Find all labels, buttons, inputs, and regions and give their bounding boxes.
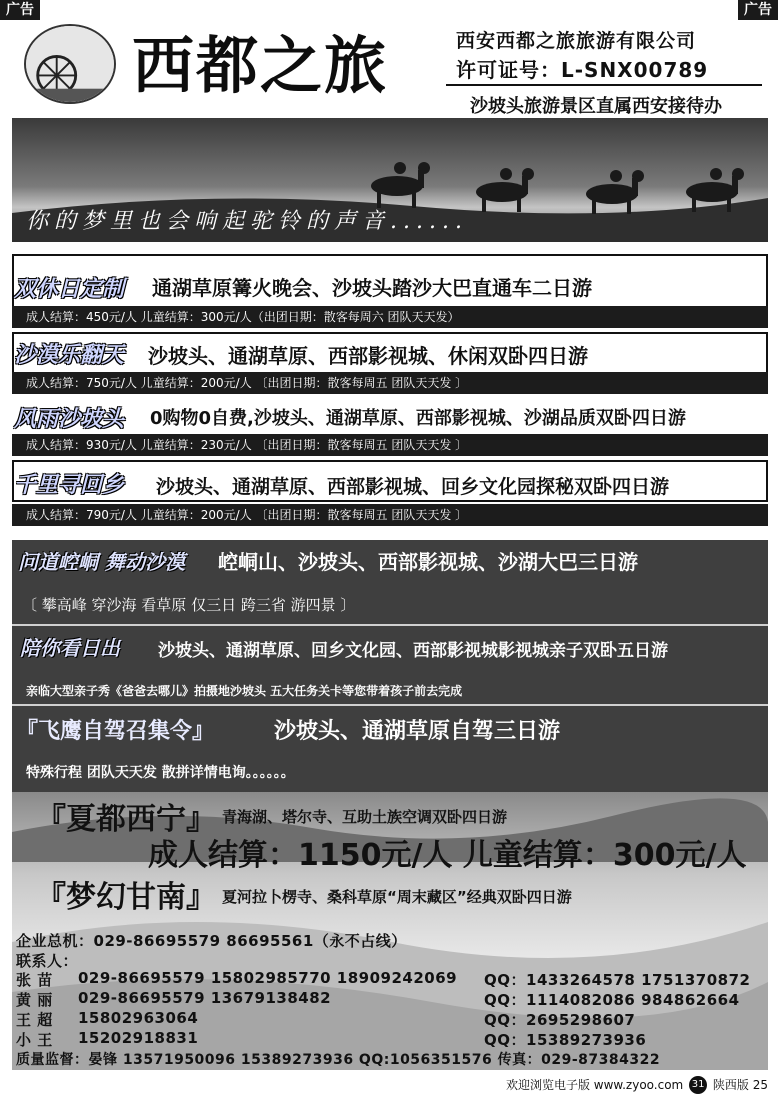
sunrise-desc: 沙坡头、通湖草原、回乡文化园、西部影视城影视城亲子双卧五日游: [158, 641, 668, 661]
route-2-title: 沙漠乐翻天: [14, 343, 125, 368]
company-name: 西安西都之旅旅游有限公司: [456, 30, 697, 52]
header-divider: [446, 84, 762, 86]
gannan-title: 『梦幻甘南』: [36, 880, 216, 915]
gannan-desc: 夏河拉卜楞寺、桑科草原“周末藏区”经典双卧四日游: [222, 888, 572, 906]
joint-price: 成人结算：1150元/人 儿童结算：300元/人: [148, 838, 747, 873]
ad-label-right: 广告: [738, 0, 778, 20]
contact-qq: QQ：2695298607: [484, 1011, 636, 1029]
self-drive-desc: 沙坡头、通湖草原自驾三日游: [274, 719, 561, 744]
camel-banner: [12, 118, 768, 242]
office-note: 沙坡头旅游景区直属西安接待办: [470, 96, 722, 117]
page-footer: [506, 1076, 768, 1095]
contact-qq: QQ：1114082086 984862664: [484, 991, 740, 1009]
contact-name: 黄 丽: [16, 991, 53, 1009]
kongtong-title: 问道崆峒 舞动沙漠: [18, 550, 185, 574]
contact-qq: QQ：15389273936: [484, 1031, 647, 1049]
contact-name: 张 苗: [16, 971, 53, 989]
contact-name: 王 超: [16, 1011, 53, 1029]
contact-phones: 15802963064: [78, 1009, 199, 1027]
sunrise-note: 亲临大型亲子秀《爸爸去哪儿》拍摄地沙坡头 五大任务关卡等您带着孩子前去完成: [26, 684, 463, 698]
route-4-desc: 沙坡头、通湖草原、西部影视城、回乡文化园探秘双卧四日游: [156, 476, 670, 498]
ad-label-left: 广告: [0, 0, 40, 20]
route-2-price: 成人结算：750元/人 儿童结算：200元/人 〔出团日期：散客每周五 团队天天发 〕: [12, 372, 768, 394]
featured-routes: [12, 540, 768, 792]
divider: [12, 704, 768, 706]
self-drive-title: 『飞鹰自驾召集令』: [16, 719, 215, 744]
contact-phones: 029-86695579 13679138482: [78, 989, 332, 1007]
route-3-title: 风雨沙坡头: [14, 407, 125, 432]
self-drive-note: 特殊行程 团队天天发 散拼详情电询。。。。。。: [26, 765, 295, 781]
footer-text: 欢迎浏览电子版 www.zyoo.com: [505, 1077, 684, 1092]
sunrise-title: 陪你看日出: [20, 636, 120, 660]
route-3-desc: 0购物0自费,沙坡头、通湖草原、西部影视城、沙湖品质双卧四日游: [150, 408, 686, 429]
route-1-title: 双休日定制: [14, 277, 125, 302]
brand-logo: [24, 24, 116, 104]
route-4-title: 千里寻回乡: [14, 473, 125, 498]
banner-slogan: 你的梦里也会响起驼铃的声音......: [26, 209, 468, 234]
desert-block: [12, 792, 768, 1070]
xining-desc: 青海湖、塔尔寺、互助土族空调双卧四日游: [222, 808, 508, 826]
route-4-price: 成人结算：790元/人 儿童结算：200元/人 〔出团日期：散客每周五 团队天天发 〕: [12, 504, 768, 526]
divider: [12, 624, 768, 626]
kongtong-note: 〔 攀高峰 穿沙海 看草原 仅三日 跨三省 游四景 〕: [22, 596, 356, 614]
general-phone: 企业总机：029-86695579 86695561（永不占线）: [16, 932, 407, 950]
contact-name: 小 王: [16, 1031, 53, 1049]
route-3-price: 成人结算：930元/人 儿童结算：230元/人 〔出团日期：散客每周五 团队天天发 〕: [12, 434, 768, 456]
footer-edition: 陕西版 25: [712, 1077, 768, 1092]
waterwheel-logo-icon: [26, 26, 114, 102]
page-badge: 31: [689, 1076, 707, 1094]
contact-phones: 029-86695579 15802985770 18909242069: [78, 969, 458, 987]
kongtong-desc: 崆峒山、沙坡头、西部影视城、沙湖大巴三日游: [218, 550, 638, 574]
contact-qq: QQ：1433264578 1751370872: [484, 971, 751, 989]
route-1-desc: 通湖草原篝火晚会、沙坡头踏沙大巴直通车二日游: [152, 276, 592, 300]
xining-title: 『夏都西宁』: [36, 802, 216, 837]
ad-header: [10, 14, 768, 118]
brand-name: 西都之旅: [132, 29, 389, 102]
quality-supervisor: 质量监督：晏锋 13571950096 15389273936 QQ:1056351576 传真：029-87384322: [16, 1052, 661, 1068]
route-2-desc: 沙坡头、通湖草原、西部影视城、休闲双卧四日游: [148, 344, 588, 368]
contacts-label: 联系人：: [16, 952, 79, 970]
contact-phones: 15202918831: [78, 1029, 199, 1047]
route-1-price: 成人结算：450元/人 儿童结算：300元/人（出团日期：散客每周六 团队天天发）: [12, 306, 768, 328]
license-number: 许可证号：L-SNX00789: [456, 58, 709, 82]
